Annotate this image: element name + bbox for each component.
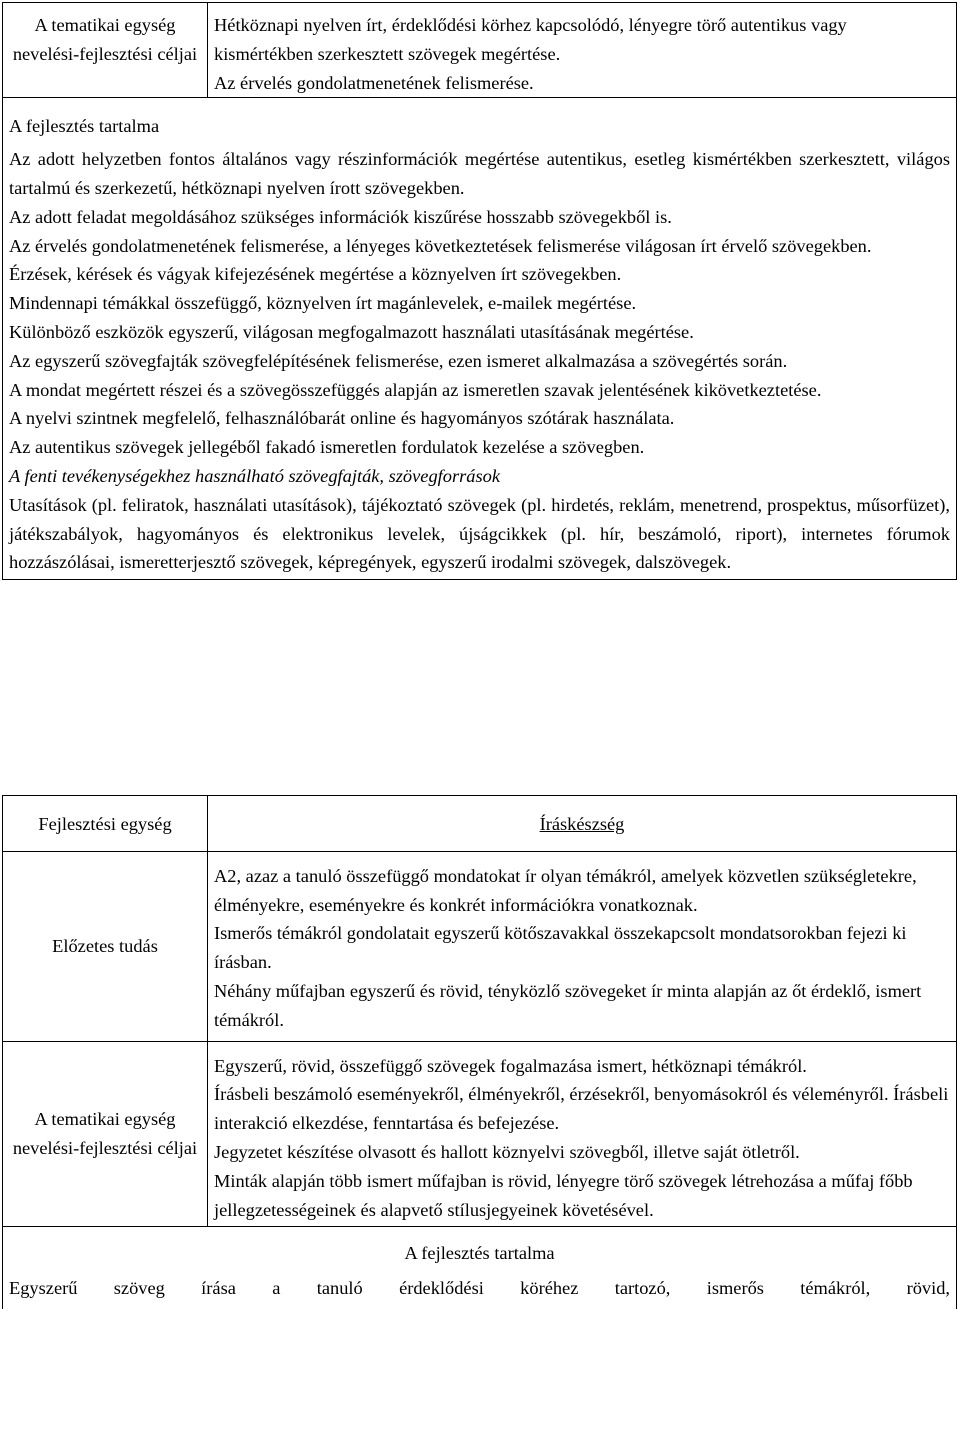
content-paragraph: Az érvelés gondolatmenetének felismerése, a lényeges következtetések felismerése világosan írt érvelő szövegekben. <box>9 235 872 256</box>
unit-label: Fejlesztési egység <box>3 796 208 852</box>
writing-goals-row <box>3 1041 957 1227</box>
goals-line: Az érvelés gondolatmenetének felismerése. <box>214 72 534 93</box>
writing-content-line: Egyszerű szöveg írása a tanuló érdeklődési köréhez tartozó, ismerős témákról, rövid, <box>9 1278 950 1299</box>
prior-label: Előzetes tudás <box>3 851 208 1041</box>
writing-goals-line: Írásbeli beszámoló eseményekről, élményekről, érzésekről, benyomásokról és véleményről. Írásbeli interakció elkezdése, fenntartása és befejezése. <box>214 1084 949 1134</box>
writing-content-title: A fejlesztés tartalma <box>404 1243 555 1264</box>
goals-label: A tematikai egység nevelési-fejlesztési céljai <box>3 3 208 98</box>
sources-title: A fenti tevékenységekhez használható szövegfajták, szövegforrások <box>9 465 500 486</box>
unit-value: Íráskészség <box>208 796 957 852</box>
prior-knowledge-row <box>3 851 957 1041</box>
content-paragraph: A nyelvi szintnek megfelelő, felhasználóbarát online és hagyományos szótárak használata. <box>9 408 675 429</box>
writing-goals-line: Jegyzetet készítése olvasott és hallott köznyelvi szövegből, illetve saját ötletről. <box>214 1141 800 1162</box>
reading-skills-table <box>2 2 957 580</box>
content-paragraph: Érzések, kérések és vágyak kifejezésének megértése a köznyelven írt szövegekben. <box>9 264 622 285</box>
content-paragraph: Az adott helyzetben fontos általános vagy részinformációk megértése autentikus, esetleg kismértékben szerkesztett, világos tartalmú és szerkezetű, hétköznapi nyelven írott szövegekben. <box>9 149 950 198</box>
content-title: A fejlesztés tartalma <box>9 116 160 137</box>
goals-text <box>208 3 957 98</box>
writing-skills-table <box>2 795 957 1309</box>
content-paragraph: Mindennapi témákkal összefüggő, köznyelven írt magánlevelek, e-mailek megértése. <box>9 293 637 314</box>
content-cell <box>3 98 957 580</box>
writing-goals-line: Minták alapján több ismert műfajban is rövid, lényegre törő szövegek létrehozása a műfaj főbb jellegzetességeinek és alapvető stílusjegyeinek követésével. <box>214 1170 913 1220</box>
content-paragraph: Az autentikus szövegek jellegéből fakadó ismeretlen fordulatok kezelése a szövegben. <box>9 437 645 458</box>
writing-goals-line: Egyszerű, rövid, összefüggő szövegek fogalmazása ismert, hétköznapi témákról. <box>214 1055 807 1076</box>
content-paragraph: Az adott feladat megoldásához szükséges információk kiszűrése hosszabb szövegekből is. <box>9 206 672 227</box>
prior-line: A2, azaz a tanuló összefüggő mondatokat ír olyan témákról, amelyek közvetlen szükségletekre, élményekre, eseményekre és konkrét információkra vonatkoznak. <box>214 865 917 915</box>
content-paragraph: Az egyszerű szövegfajták szövegfelépítésének felismerése, ezen ismeret alkalmazása a szövegértés során. <box>9 350 788 371</box>
sources-text: Utasítások (pl. feliratok, használati utasítások), tájékoztató szövegek (pl. hirdetés, reklám, menetrend, prospektus, műsorfüzet), játékszabályok, hagyományos és elektronikus levelek, újságcikkek (pl. hír, beszámoló, riport), internetes fórumok hozzászólásai, ismeretterjesztő szövegek, képregények, egyszerű irodalmi szövegek, dalszövegek. <box>9 494 950 573</box>
content-paragraph: Különböző eszközök egyszerű, világosan megfogalmazott használati utasításának megértése. <box>9 321 694 342</box>
writing-content-row <box>3 1227 957 1310</box>
content-row <box>3 98 957 580</box>
writing-content-cell <box>3 1227 957 1310</box>
writing-goals-text <box>208 1041 957 1227</box>
prior-line: Néhány műfajban egyszerű és rövid, tényközlő szövegeket ír minta alapján az őt érdeklő, ismert témákról. <box>214 980 922 1030</box>
goals-line: Hétköznapi nyelven írt, érdeklődési körhez kapcsolódó, lényegre törő autentikus vagy kismértékben szerkesztett szövegek megértése. <box>214 15 847 64</box>
writing-goals-label: A tematikai egység nevelési-fejlesztési céljai <box>3 1041 208 1227</box>
prior-text <box>208 851 957 1041</box>
content-paragraph: A mondat megértett részei és a szövegösszefüggés alapján az ismeretlen szavak jelentésének kikövetkeztetése. <box>9 379 822 400</box>
prior-line: Ismerős témákról gondolatait egyszerű kötőszavakkal összekapcsolt mondatsorokban fejezi ki írásban. <box>214 923 907 973</box>
unit-row <box>3 796 957 852</box>
goals-row <box>3 3 957 98</box>
